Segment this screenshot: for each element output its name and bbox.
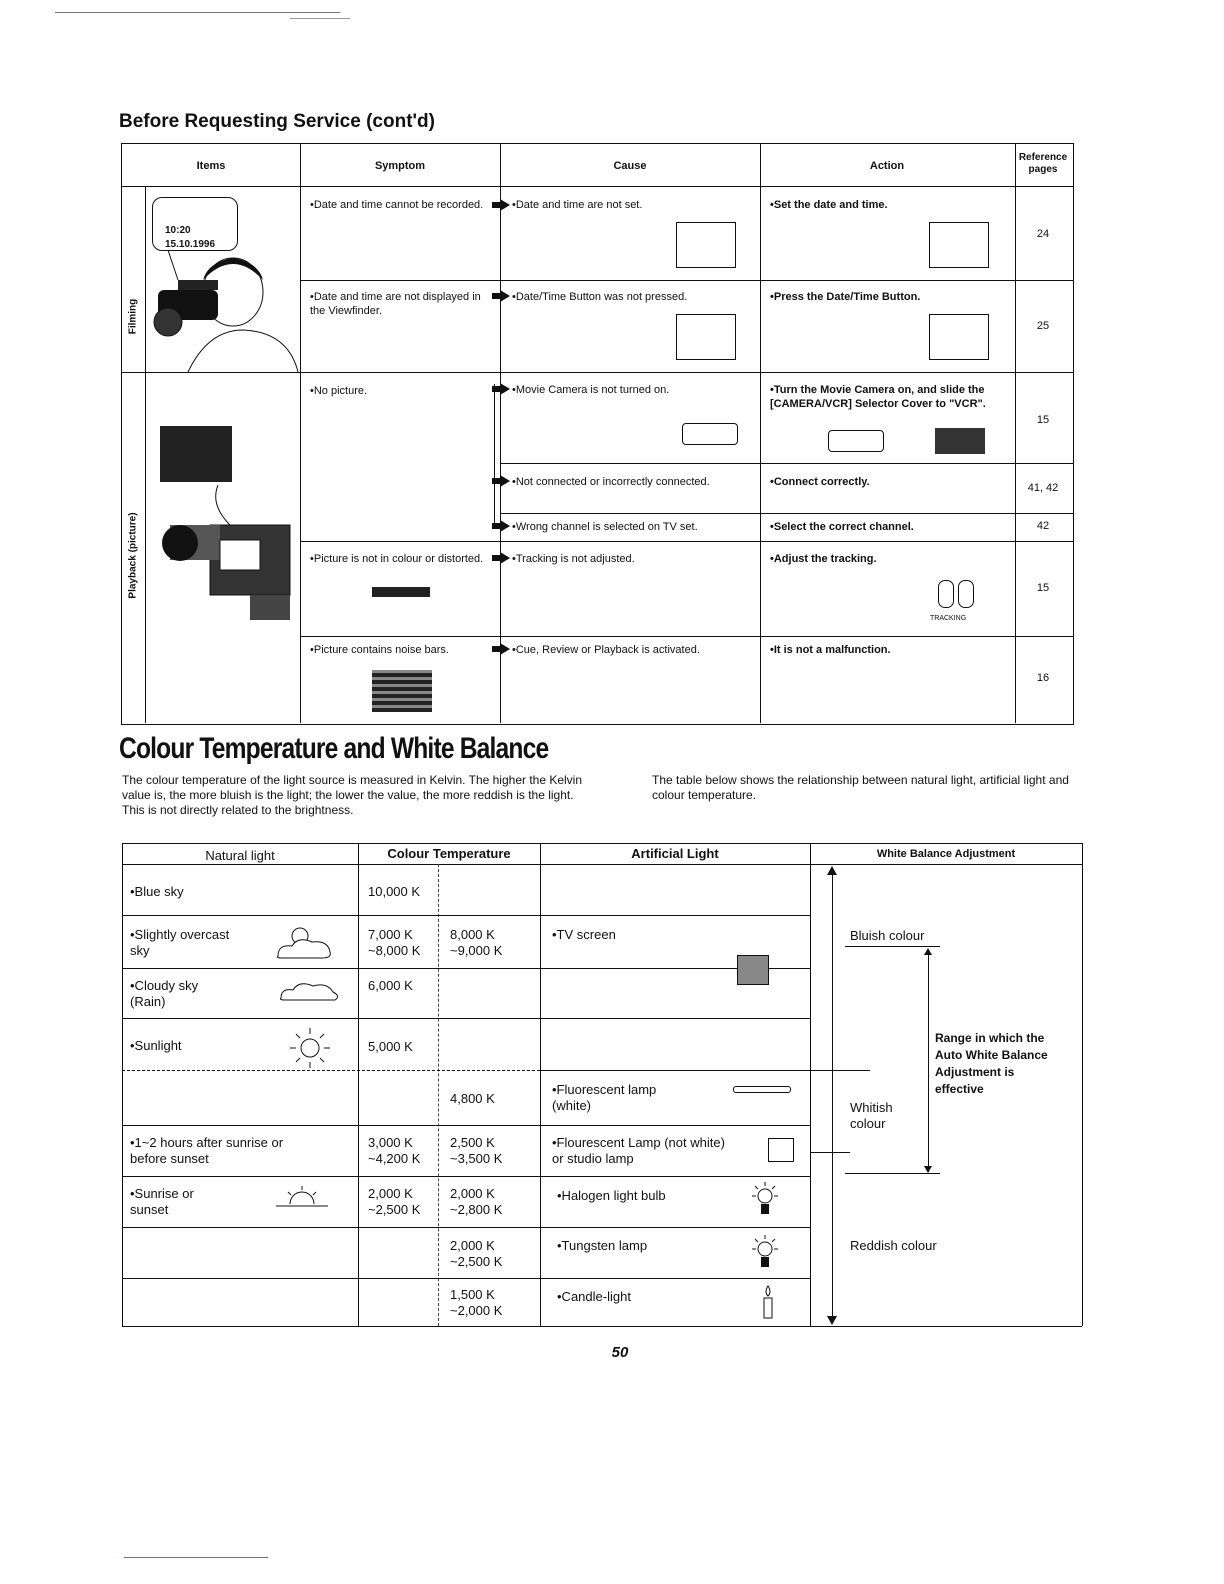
row6-cause: •Tracking is not adjusted. (512, 553, 635, 565)
display-time: 10:20 (165, 225, 191, 236)
row4-action: •Connect correctly. (770, 476, 870, 488)
person-camera-icon (148, 250, 300, 372)
temp-sunrise-2: 2,000 K ~2,800 K (450, 1186, 503, 1217)
row6-action: •Adjust the tracking. (770, 553, 877, 565)
natural-cloudy: •Cloudy sky (Rain) (130, 978, 199, 1009)
row3-action: •Turn the Movie Camera on, and slide the [CAMERA/VCR] Selector Cover to "VCR". (770, 384, 986, 410)
header-white-balance: White Balance Adjustment (876, 848, 1016, 860)
natural-overcast: •Slightly overcast sky (130, 927, 230, 958)
artificial-tv: •TV screen (552, 927, 616, 942)
page-number: 50 (611, 1344, 629, 1361)
noise-bars-icon (372, 670, 432, 712)
temp-fluorescent: 4,800 K (450, 1091, 495, 1106)
row4-ref: 41, 42 (1027, 482, 1059, 494)
display-icon (676, 222, 736, 268)
row2-symptom: •Date and time are not displayed in the Viewfinder. (310, 291, 481, 317)
natural-sunlight: •Sunlight (130, 1038, 182, 1053)
intro-right: The table below shows the relationship between natural light, artificial light and colour temperature. (652, 773, 1069, 802)
temp-candle: 1,500 K ~2,000 K (450, 1287, 503, 1318)
row1-action: •Set the date and time. (770, 199, 888, 211)
artificial-fluorescent: •Fluorescent lamp (white) (552, 1082, 657, 1113)
artificial-halogen: •Halogen light bulb (557, 1188, 666, 1203)
row2-cause: •Date/Time Button was not pressed. (512, 291, 688, 303)
fluorescent-tube-icon (733, 1086, 791, 1093)
row7-cause: •Cue, Review or Playback is activated. (512, 644, 700, 656)
selector-switch-icon (828, 430, 884, 452)
arrow-icon (500, 199, 510, 211)
row7-action: •It is not a malfunction. (770, 644, 891, 656)
wb-whitish: Whitish colour (850, 1100, 893, 1131)
wb-range: Range in which the Auto White Balance Adjustment is effective (935, 1031, 1048, 1096)
row3-ref: 15 (1036, 414, 1050, 426)
halogen-bulb-icon (750, 1180, 780, 1220)
row6-ref: 15 (1036, 582, 1050, 594)
wb-bluish: Bluish colour (850, 928, 925, 943)
header-cause: Cause (613, 160, 647, 172)
tv-screen-icon (737, 955, 769, 985)
row7-ref: 16 (1036, 672, 1050, 684)
header-action: Action (869, 160, 905, 172)
row2-ref: 25 (1036, 320, 1050, 332)
natural-sunrise: •Sunrise or sunset (130, 1186, 194, 1217)
row4-cause: •Not connected or incorrectly connected. (512, 476, 710, 488)
row2-action: •Press the Date/Time Button. (770, 291, 921, 303)
section-title: Before Requesting Service (cont'd) (119, 111, 435, 132)
arrow-icon (500, 383, 510, 395)
distorted-picture-icon (372, 587, 430, 597)
display-datetime-icon (929, 314, 989, 360)
row1-symptom: •Date and time cannot be recorded. (310, 199, 484, 211)
arrow-icon (500, 552, 510, 564)
row1-ref: 24 (1036, 228, 1050, 240)
scan-mark (55, 12, 340, 13)
arrow-icon (500, 290, 510, 302)
temp-blue-sky: 10,000 K (368, 884, 421, 899)
row3-symptom: •No picture. (310, 385, 368, 397)
power-switch-icon (682, 423, 738, 445)
natural-after-sunrise: •1~2 hours after sunrise or before sunset (130, 1135, 284, 1166)
playback-label: Playback (picture) (127, 511, 139, 599)
overcast-icon (272, 922, 338, 962)
row7-symptom: •Picture contains noise bars. (310, 644, 449, 656)
row5-ref: 42 (1036, 520, 1050, 532)
header-artificial-light: Artificial Light (631, 846, 719, 861)
arrow-icon (500, 475, 510, 487)
display-icon (676, 314, 736, 360)
display-datetime-icon (929, 222, 989, 268)
temp-overcast-1: 7,000 K ~8,000 K (368, 927, 421, 958)
temp-sunlight: 5,000 K (368, 1039, 413, 1054)
arrow-down-icon (827, 1316, 837, 1325)
artificial-candle: •Candle-light (557, 1289, 631, 1304)
sun-icon (286, 1026, 334, 1070)
temp-after-sunrise-2: 2,500 K ~3,500 K (450, 1135, 503, 1166)
scan-mark-2 (290, 18, 350, 19)
temp-tungsten: 2,000 K ~2,500 K (450, 1238, 503, 1269)
studio-lamp-icon (768, 1138, 794, 1162)
artificial-studio-lamp: •Flourescent Lamp (not white) or studio lamp (552, 1135, 725, 1166)
header-colour-temperature: Colour Temperature (387, 846, 511, 861)
selector-cover-icon (935, 428, 985, 454)
arrow-up-icon (827, 866, 837, 875)
temp-sunrise-1: 2,000 K ~2,500 K (368, 1186, 421, 1217)
tracking-label: TRACKING (930, 615, 967, 622)
arrow-icon (500, 643, 510, 655)
header-natural-light: Natural light (205, 848, 275, 863)
tungsten-bulb-icon (750, 1233, 780, 1273)
artificial-tungsten: •Tungsten lamp (557, 1238, 648, 1253)
row6-symptom: •Picture is not in colour or distorted. (310, 553, 484, 565)
tracking-button-icon (958, 580, 974, 608)
temp-overcast-2: 8,000 K ~9,000 K (450, 927, 503, 958)
header-reference: Reference pages (1018, 152, 1068, 175)
colour-temperature-title: Colour Temperature and White Balance (119, 732, 549, 765)
range-arrow-down-icon (924, 1166, 932, 1173)
candle-icon (760, 1284, 776, 1320)
filming-label: Filming (127, 298, 139, 334)
tv-picture-icon (160, 426, 232, 482)
wb-reddish: Reddish colour (850, 1238, 937, 1253)
arrow-icon (500, 520, 510, 532)
movie-camera-icon (150, 485, 300, 625)
natural-blue-sky: •Blue sky (130, 884, 184, 899)
row3-cause: •Movie Camera is not turned on. (512, 384, 670, 396)
tracking-button-icon (938, 580, 954, 608)
header-symptom: Symptom (374, 160, 426, 172)
display-date: 15.10.1996 (165, 239, 216, 250)
intro-left: The colour temperature of the light source is measured in Kelvin. The higher the Kelvin value is, the more bluish is the light; the lower the value, the more reddish is the light. This is not directly related to the brightness. (122, 773, 583, 817)
row5-action: •Select the correct channel. (770, 521, 914, 533)
sunrise-icon (274, 1184, 330, 1218)
temp-cloudy: 6,000 K (368, 978, 413, 993)
footer-line (124, 1557, 268, 1558)
header-items: Items (196, 160, 226, 172)
cloud-icon (277, 976, 343, 1004)
row1-cause: •Date and time are not set. (512, 199, 643, 211)
row5-cause: •Wrong channel is selected on TV set. (512, 521, 698, 533)
range-arrow-up-icon (924, 948, 932, 955)
temp-after-sunrise-1: 3,000 K ~4,200 K (368, 1135, 421, 1166)
